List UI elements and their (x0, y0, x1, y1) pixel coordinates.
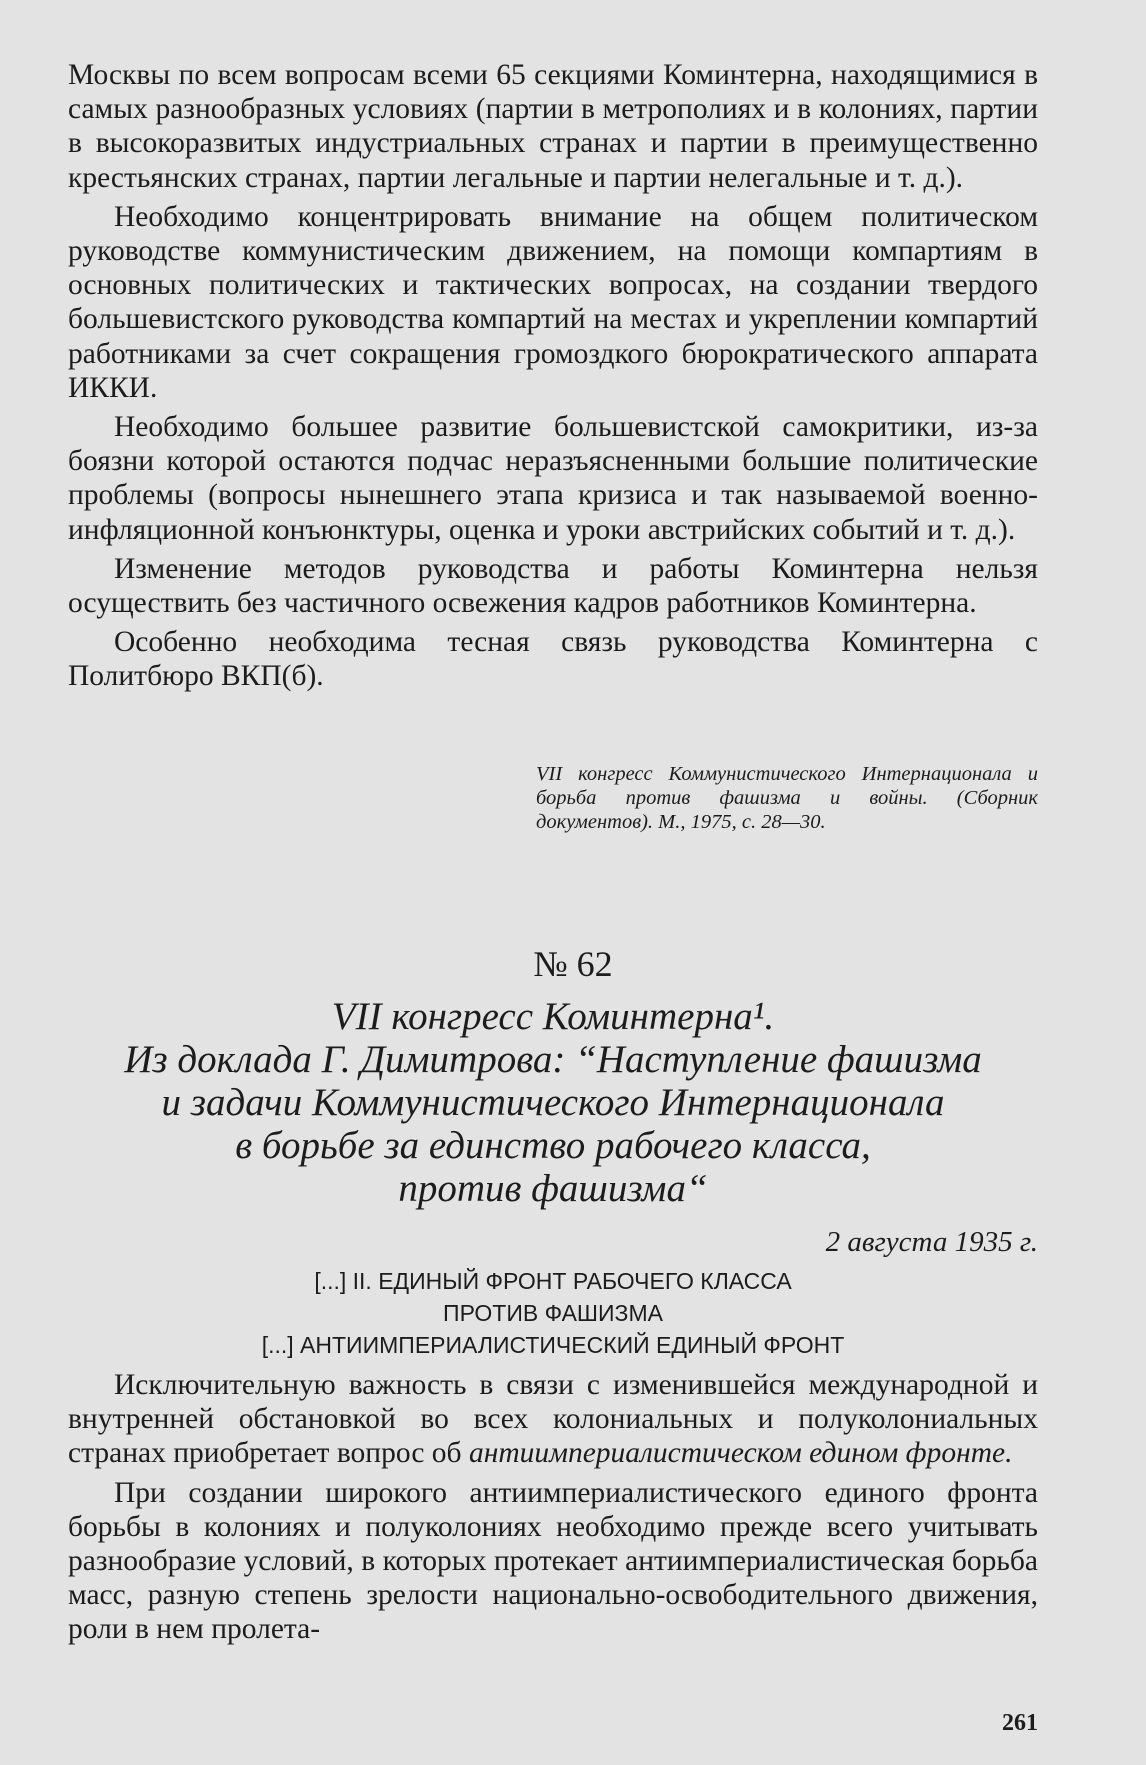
body-text-block (68, 1368, 1038, 1647)
paragraph-leadership: Необходимо концентрировать внимание на общем политическом руководстве коммунистическим движением, на помощи компартиям в основных политических и тактических вопросах, на создании твердого большевистского руководства компартий на местах и укреплении компартий работниками за счет сокращения громоздкого бюрократического аппарата ИККИ. (68, 200, 1038, 404)
paragraph-text: Исключительную важность в связи с изменившейся международной и внутренней обстановкой во всех колониальных и полуколониальных странах приобретает вопрос об (68, 1369, 1038, 1470)
section-heading: [...] II. ЕДИНЫЙ ФРОНТ РАБОЧЕГО КЛАССА (314, 1268, 792, 1294)
emphasis-text: антиимпериалистическом едином фронте. (468, 1437, 1013, 1470)
paragraph-continuation: Москвы по всем вопросам всеми 65 секциями Коминтерна, находящимися в самых разнообразных условиях (партии в метрополиях и в колониях, партии в высокоразвитых индустриальных странах и партии в преимущественно крестьянских странах, партии легальные и партии нелегальные и т. д.). (68, 59, 1038, 194)
title-line: Из доклада Г. Димитрова: “Наступление фашизма (124, 1038, 982, 1081)
paragraph-self-criticism: Необходимо большее развитие большевистской самокритики, из-за боязни которой остаются подчас неразъясненными большие политические проблемы (вопросы нынешнего этапа кризиса и так называемой военно-инфляционной конъюнктуры, оценка и уроки австрийских событий и т. д.). (68, 411, 1038, 546)
section-heading: [...] АНТИИМПЕРИАЛИСТИЧЕСКИЙ ЕДИНЫЙ ФРОНТ (261, 1332, 845, 1358)
title-line: VII конгресс Коминтерна¹. (331, 995, 775, 1038)
paragraph-anti-imperialist (68, 1368, 1038, 1471)
source-citation: VII конгресс Коммунистического Интернационала и борьба против фашизма и войны. (Сборник документов). М., 1975, с. 28—30. (536, 763, 1038, 834)
title-line: и задачи Коммунистического Интернационала (161, 1081, 945, 1124)
document-date: 2 августа 1935 г. (825, 1226, 1038, 1258)
paragraph-united-front: При создании широкого антиимпериалистического единого фронта борьбы в колониях и полуколониях необходимо прежде всего учитывать разнообразие условий, в которых протекает антиимпериалистическая борьба масс, разную степень зрелости национально-освободительного движения, роли в нем пролета- (68, 1476, 1038, 1646)
title-line: против фашизма“ (398, 1167, 708, 1210)
page-number: 261 (1002, 1710, 1038, 1736)
paragraph-politburo: Особенно необходима тесная связь руководства Коминтерна с Политбюро ВКП(б). (68, 626, 1038, 693)
document-number: № 62 (533, 944, 613, 984)
title-line: в борьбе за единство рабочего класса, (235, 1124, 871, 1167)
section-headings (68, 1265, 1038, 1361)
document-title (68, 995, 1038, 1210)
section-heading: ПРОТИВ ФАШИЗМА (443, 1300, 663, 1326)
paragraph-cadres: Изменение методов руководства и работы Коминтерна нельзя осуществить без частичного освежения кадров работников Коминтерна. (68, 552, 1038, 620)
top-text-block (68, 58, 1038, 694)
